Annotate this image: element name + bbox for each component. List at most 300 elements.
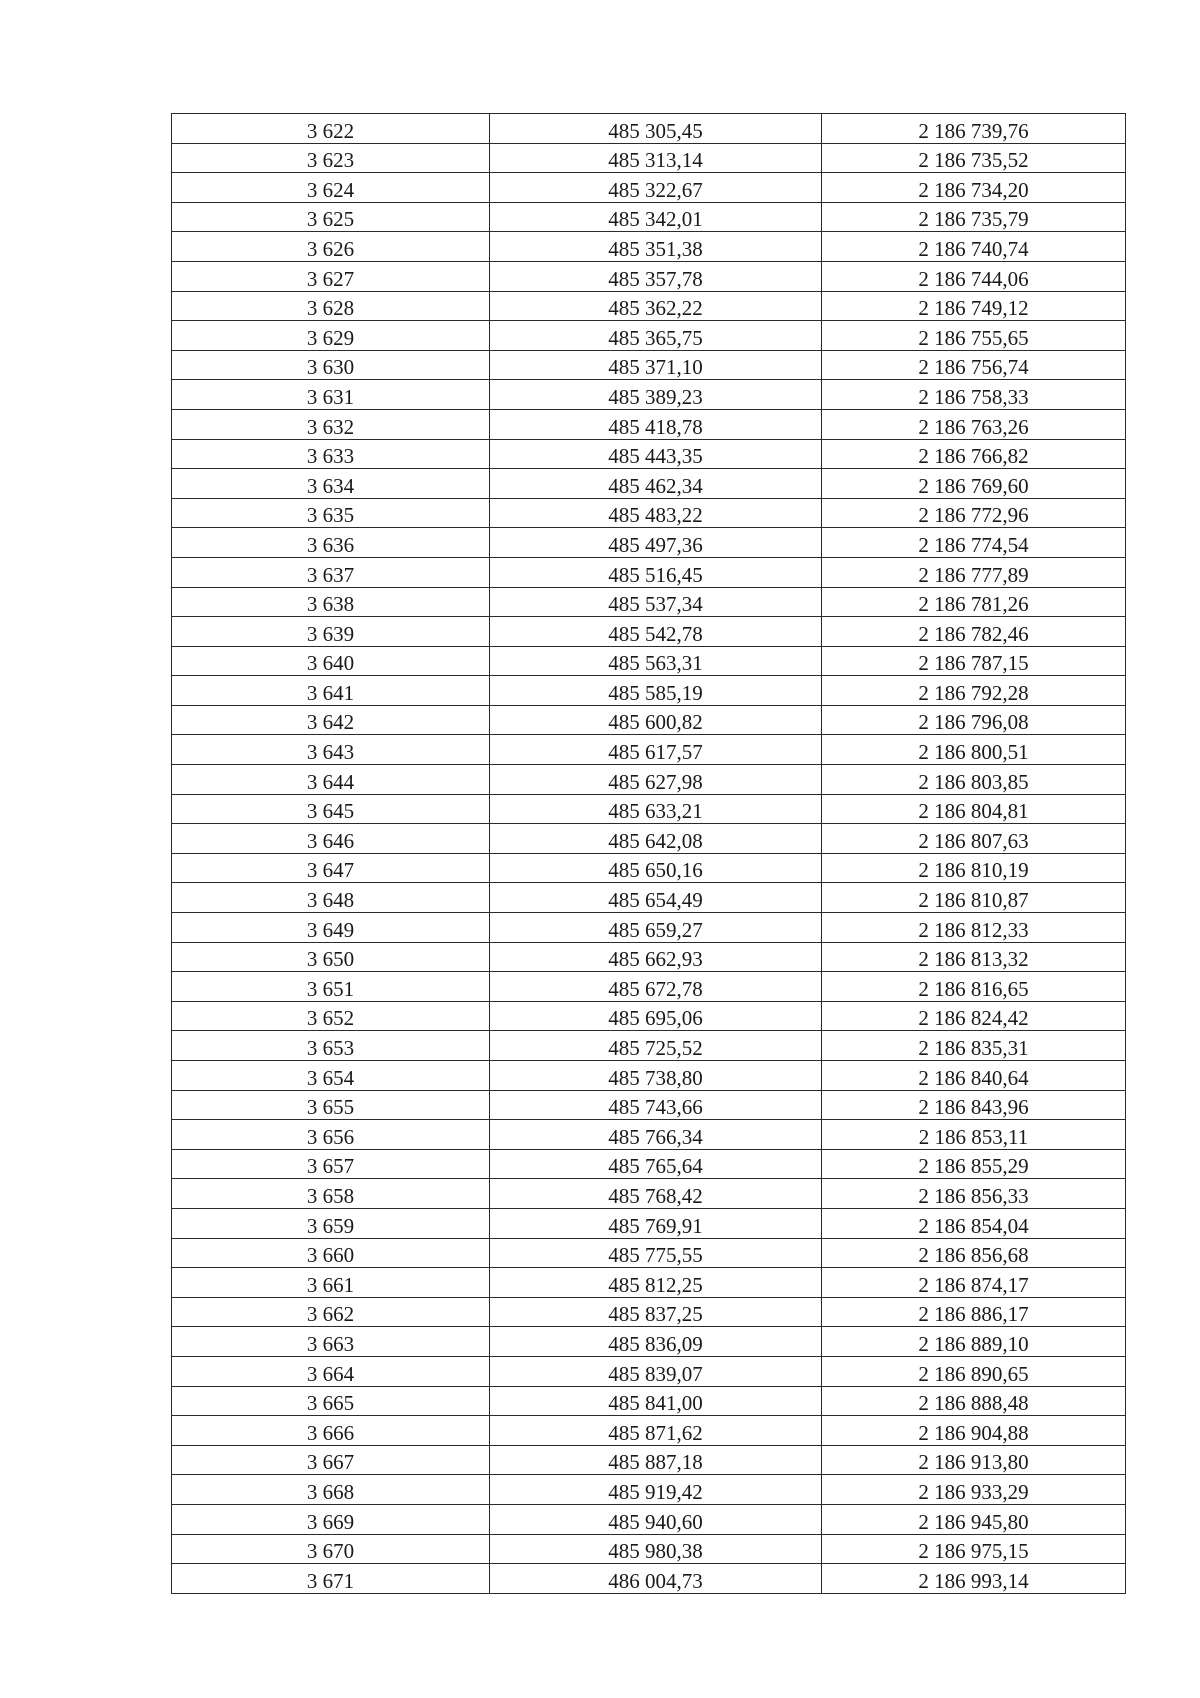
point-number-cell xyxy=(172,646,490,676)
table-row xyxy=(172,321,1126,351)
x-coordinate-cell xyxy=(490,1268,822,1298)
point-number-cell xyxy=(172,1179,490,1209)
x-coordinate-cell xyxy=(490,1356,822,1386)
y-coordinate-cell xyxy=(822,1504,1126,1534)
x-coordinate-cell xyxy=(490,1120,822,1150)
y-coordinate-cell xyxy=(822,1564,1126,1594)
cell-text: 2 186 766,82 xyxy=(918,444,1029,469)
cell-text: 2 186 874,17 xyxy=(918,1272,1029,1297)
table-row xyxy=(172,1445,1126,1475)
cell-text: 2 186 807,63 xyxy=(918,828,1029,853)
point-number-cell xyxy=(172,291,490,321)
x-coordinate-cell xyxy=(490,1238,822,1268)
table-row xyxy=(172,883,1126,913)
y-coordinate-cell xyxy=(822,380,1126,410)
table-row xyxy=(172,853,1126,883)
table-row xyxy=(172,380,1126,410)
point-number-cell xyxy=(172,1475,490,1505)
y-coordinate-cell xyxy=(822,143,1126,173)
cell-text: 3 656 xyxy=(306,1124,355,1149)
y-coordinate-cell xyxy=(822,765,1126,795)
cell-text: 485 768,42 xyxy=(608,1183,703,1208)
cell-text: 2 186 769,60 xyxy=(918,473,1029,498)
point-number-cell xyxy=(172,232,490,262)
y-coordinate-cell xyxy=(822,469,1126,499)
point-number-cell xyxy=(172,705,490,735)
cell-text: 3 627 xyxy=(306,266,355,291)
cell-text: 3 650 xyxy=(306,947,355,972)
point-number-cell xyxy=(172,1149,490,1179)
x-coordinate-cell xyxy=(490,291,822,321)
cell-text: 2 186 904,88 xyxy=(918,1420,1029,1445)
x-coordinate-cell xyxy=(490,143,822,173)
y-coordinate-cell xyxy=(822,794,1126,824)
cell-text: 485 351,38 xyxy=(608,236,703,261)
y-coordinate-cell xyxy=(822,1001,1126,1031)
cell-text: 2 186 740,74 xyxy=(918,236,1029,261)
x-coordinate-cell xyxy=(490,202,822,232)
table-row xyxy=(172,261,1126,291)
cell-text: 2 186 763,26 xyxy=(918,414,1029,439)
point-number-cell xyxy=(172,794,490,824)
table-row xyxy=(172,617,1126,647)
y-coordinate-cell xyxy=(822,1238,1126,1268)
cell-text: 3 654 xyxy=(306,1065,355,1090)
table-row xyxy=(172,1416,1126,1446)
cell-text: 485 765,64 xyxy=(608,1154,703,1179)
cell-text: 2 186 993,14 xyxy=(918,1568,1029,1593)
cell-text: 2 186 890,65 xyxy=(918,1361,1029,1386)
cell-text: 485 362,22 xyxy=(608,296,703,321)
y-coordinate-cell xyxy=(822,942,1126,972)
cell-text: 485 775,55 xyxy=(608,1243,703,1268)
cell-text: 3 651 xyxy=(306,976,355,1001)
cell-text: 485 662,93 xyxy=(608,947,703,972)
cell-text: 485 537,34 xyxy=(608,592,703,617)
cell-text: 2 186 812,33 xyxy=(918,917,1029,942)
cell-text: 3 636 xyxy=(306,532,355,557)
cell-text: 2 186 975,15 xyxy=(918,1539,1029,1564)
y-coordinate-cell xyxy=(822,1386,1126,1416)
cell-text: 485 837,25 xyxy=(608,1302,703,1327)
x-coordinate-cell xyxy=(490,705,822,735)
cell-text: 2 186 787,15 xyxy=(918,651,1029,676)
cell-text: 485 839,07 xyxy=(608,1361,703,1386)
y-coordinate-cell xyxy=(822,913,1126,943)
y-coordinate-cell xyxy=(822,646,1126,676)
cell-text: 3 648 xyxy=(306,888,355,913)
cell-text: 3 639 xyxy=(306,621,355,646)
y-coordinate-cell xyxy=(822,1327,1126,1357)
cell-text: 485 516,45 xyxy=(608,562,703,587)
x-coordinate-cell xyxy=(490,1445,822,1475)
table-row xyxy=(172,469,1126,499)
table-row xyxy=(172,1564,1126,1594)
cell-text: 3 663 xyxy=(306,1331,355,1356)
cell-text: 485 357,78 xyxy=(608,266,703,291)
cell-text: 3 635 xyxy=(306,503,355,528)
cell-text: 2 186 804,81 xyxy=(918,799,1029,824)
point-number-cell xyxy=(172,824,490,854)
point-number-cell xyxy=(172,1445,490,1475)
cell-text: 2 186 758,33 xyxy=(918,384,1029,409)
cell-text: 3 623 xyxy=(306,148,355,173)
cell-text: 3 645 xyxy=(306,799,355,824)
y-coordinate-cell xyxy=(822,409,1126,439)
x-coordinate-cell xyxy=(490,824,822,854)
table-row xyxy=(172,1356,1126,1386)
x-coordinate-cell xyxy=(490,1534,822,1564)
cell-text: 485 743,66 xyxy=(608,1095,703,1120)
cell-text: 2 186 800,51 xyxy=(918,740,1029,765)
point-number-cell xyxy=(172,853,490,883)
cell-text: 2 186 755,65 xyxy=(918,325,1029,350)
y-coordinate-cell xyxy=(822,1120,1126,1150)
cell-text: 3 658 xyxy=(306,1183,355,1208)
x-coordinate-cell xyxy=(490,1179,822,1209)
table-row xyxy=(172,705,1126,735)
cell-text: 485 483,22 xyxy=(608,503,703,528)
table-row xyxy=(172,972,1126,1002)
cell-text: 2 186 888,48 xyxy=(918,1391,1029,1416)
point-number-cell xyxy=(172,942,490,972)
table-row xyxy=(172,291,1126,321)
x-coordinate-cell xyxy=(490,1001,822,1031)
cell-text: 3 660 xyxy=(306,1243,355,1268)
cell-text: 485 497,36 xyxy=(608,532,703,557)
y-coordinate-cell xyxy=(822,617,1126,647)
cell-text: 3 642 xyxy=(306,710,355,735)
point-number-cell xyxy=(172,1504,490,1534)
point-number-cell xyxy=(172,883,490,913)
cell-text: 2 186 781,26 xyxy=(918,592,1029,617)
y-coordinate-cell xyxy=(822,1061,1126,1091)
table-row xyxy=(172,735,1126,765)
x-coordinate-cell xyxy=(490,380,822,410)
table-row xyxy=(172,676,1126,706)
cell-text: 3 647 xyxy=(306,858,355,883)
cell-text: 3 643 xyxy=(306,740,355,765)
cell-text: 485 836,09 xyxy=(608,1331,703,1356)
cell-text: 2 186 856,68 xyxy=(918,1243,1029,1268)
cell-text: 485 812,25 xyxy=(608,1272,703,1297)
cell-text: 2 186 772,96 xyxy=(918,503,1029,528)
x-coordinate-cell xyxy=(490,321,822,351)
table-row xyxy=(172,646,1126,676)
table-row xyxy=(172,1208,1126,1238)
table-row xyxy=(172,1534,1126,1564)
cell-text: 2 186 843,96 xyxy=(918,1095,1029,1120)
cell-text: 3 632 xyxy=(306,414,355,439)
y-coordinate-cell xyxy=(822,1297,1126,1327)
cell-text: 2 186 735,79 xyxy=(918,207,1029,232)
cell-text: 3 622 xyxy=(306,118,355,143)
cell-text: 2 186 734,20 xyxy=(918,177,1029,202)
table-row xyxy=(172,1238,1126,1268)
point-number-cell xyxy=(172,350,490,380)
point-number-cell xyxy=(172,1327,490,1357)
cell-text: 3 662 xyxy=(306,1302,355,1327)
y-coordinate-cell xyxy=(822,1445,1126,1475)
y-coordinate-cell xyxy=(822,202,1126,232)
table-row xyxy=(172,1268,1126,1298)
x-coordinate-cell xyxy=(490,617,822,647)
table-row xyxy=(172,1179,1126,1209)
cell-text: 3 665 xyxy=(306,1391,355,1416)
x-coordinate-cell xyxy=(490,1031,822,1061)
cell-text: 3 661 xyxy=(306,1272,355,1297)
table-row xyxy=(172,528,1126,558)
cell-text: 3 631 xyxy=(306,384,355,409)
point-number-cell xyxy=(172,1297,490,1327)
cell-text: 485 371,10 xyxy=(608,355,703,380)
cell-text: 3 666 xyxy=(306,1420,355,1445)
point-number-cell xyxy=(172,1031,490,1061)
cell-text: 485 313,14 xyxy=(608,148,703,173)
point-number-cell xyxy=(172,469,490,499)
y-coordinate-cell xyxy=(822,1031,1126,1061)
cell-text: 485 342,01 xyxy=(608,207,703,232)
cell-text: 485 389,23 xyxy=(608,384,703,409)
coordinates-table-body xyxy=(172,114,1126,1594)
cell-text: 3 625 xyxy=(306,207,355,232)
x-coordinate-cell xyxy=(490,557,822,587)
cell-text: 2 186 835,31 xyxy=(918,1036,1029,1060)
cell-text: 2 186 735,52 xyxy=(918,148,1029,173)
cell-text: 485 887,18 xyxy=(608,1450,703,1475)
point-number-cell xyxy=(172,1120,490,1150)
cell-text: 2 186 813,32 xyxy=(918,947,1029,972)
table-row xyxy=(172,1061,1126,1091)
cell-text: 2 186 810,87 xyxy=(918,888,1029,913)
x-coordinate-cell xyxy=(490,1475,822,1505)
x-coordinate-cell xyxy=(490,794,822,824)
cell-text: 485 322,67 xyxy=(608,177,703,202)
cell-text: 3 669 xyxy=(306,1509,355,1534)
cell-text: 2 186 913,80 xyxy=(918,1450,1029,1475)
point-number-cell xyxy=(172,114,490,144)
y-coordinate-cell xyxy=(822,1356,1126,1386)
y-coordinate-cell xyxy=(822,261,1126,291)
x-coordinate-cell xyxy=(490,676,822,706)
cell-text: 2 186 796,08 xyxy=(918,710,1029,735)
table-row xyxy=(172,143,1126,173)
table-row xyxy=(172,409,1126,439)
cell-text: 485 725,52 xyxy=(608,1036,703,1060)
cell-text: 2 186 756,74 xyxy=(918,355,1029,380)
y-coordinate-cell xyxy=(822,676,1126,706)
cell-text: 3 671 xyxy=(306,1568,355,1593)
cell-text: 485 769,91 xyxy=(608,1213,703,1238)
cell-text: 485 305,45 xyxy=(608,118,703,143)
cell-text: 2 186 824,42 xyxy=(918,1006,1029,1031)
y-coordinate-cell xyxy=(822,1179,1126,1209)
table-row xyxy=(172,173,1126,203)
point-number-cell xyxy=(172,143,490,173)
table-row xyxy=(172,202,1126,232)
cell-text: 3 626 xyxy=(306,236,355,261)
cell-text: 3 659 xyxy=(306,1213,355,1238)
cell-text: 3 630 xyxy=(306,355,355,380)
table-row xyxy=(172,232,1126,262)
x-coordinate-cell xyxy=(490,528,822,558)
table-row xyxy=(172,794,1126,824)
cell-text: 485 871,62 xyxy=(608,1420,703,1445)
cell-text: 3 633 xyxy=(306,444,355,469)
point-number-cell xyxy=(172,587,490,617)
x-coordinate-cell xyxy=(490,587,822,617)
x-coordinate-cell xyxy=(490,853,822,883)
cell-text: 3 646 xyxy=(306,828,355,853)
x-coordinate-cell xyxy=(490,1208,822,1238)
cell-text: 485 542,78 xyxy=(608,621,703,646)
table-row xyxy=(172,498,1126,528)
x-coordinate-cell xyxy=(490,913,822,943)
point-number-cell xyxy=(172,498,490,528)
x-coordinate-cell xyxy=(490,498,822,528)
point-number-cell xyxy=(172,1564,490,1594)
point-number-cell xyxy=(172,765,490,795)
cell-text: 485 650,16 xyxy=(608,858,703,883)
cell-text: 2 186 855,29 xyxy=(918,1154,1029,1179)
cell-text: 2 186 810,19 xyxy=(918,858,1029,883)
point-number-cell xyxy=(172,409,490,439)
y-coordinate-cell xyxy=(822,853,1126,883)
point-number-cell xyxy=(172,1416,490,1446)
x-coordinate-cell xyxy=(490,114,822,144)
table-row xyxy=(172,942,1126,972)
cell-text: 2 186 774,54 xyxy=(918,532,1029,557)
point-number-cell xyxy=(172,261,490,291)
cell-text: 2 186 792,28 xyxy=(918,680,1029,705)
point-number-cell xyxy=(172,321,490,351)
x-coordinate-cell xyxy=(490,1504,822,1534)
cell-text: 3 634 xyxy=(306,473,355,498)
cell-text: 485 365,75 xyxy=(608,325,703,350)
cell-text: 485 841,00 xyxy=(608,1391,703,1416)
table-row xyxy=(172,1327,1126,1357)
table-row xyxy=(172,1504,1126,1534)
point-number-cell xyxy=(172,1534,490,1564)
cell-text: 485 980,38 xyxy=(608,1539,703,1564)
point-number-cell xyxy=(172,1090,490,1120)
cell-text: 3 637 xyxy=(306,562,355,587)
x-coordinate-cell xyxy=(490,765,822,795)
cell-text: 485 766,34 xyxy=(608,1124,703,1149)
cell-text: 2 186 945,80 xyxy=(918,1509,1029,1534)
cell-text: 485 462,34 xyxy=(608,473,703,498)
x-coordinate-cell xyxy=(490,1386,822,1416)
point-number-cell xyxy=(172,1061,490,1091)
point-number-cell xyxy=(172,735,490,765)
table-row xyxy=(172,765,1126,795)
point-number-cell xyxy=(172,1208,490,1238)
cell-text: 3 644 xyxy=(306,769,355,794)
table-row xyxy=(172,1120,1126,1150)
y-coordinate-cell xyxy=(822,1090,1126,1120)
coordinates-table xyxy=(171,113,1126,1594)
point-number-cell xyxy=(172,1268,490,1298)
cell-text: 485 600,82 xyxy=(608,710,703,735)
x-coordinate-cell xyxy=(490,1297,822,1327)
cell-text: 2 186 782,46 xyxy=(918,621,1029,646)
cell-text: 2 186 856,33 xyxy=(918,1183,1029,1208)
cell-text: 2 186 853,11 xyxy=(918,1124,1029,1149)
y-coordinate-cell xyxy=(822,232,1126,262)
point-number-cell xyxy=(172,617,490,647)
point-number-cell xyxy=(172,1001,490,1031)
table-row xyxy=(172,1475,1126,1505)
cell-text: 485 418,78 xyxy=(608,414,703,439)
x-coordinate-cell xyxy=(490,1416,822,1446)
x-coordinate-cell xyxy=(490,469,822,499)
y-coordinate-cell xyxy=(822,972,1126,1002)
y-coordinate-cell xyxy=(822,587,1126,617)
point-number-cell xyxy=(172,380,490,410)
cell-text: 2 186 744,06 xyxy=(918,266,1029,291)
cell-text: 2 186 816,65 xyxy=(918,976,1029,1001)
cell-text: 3 624 xyxy=(306,177,355,202)
table-row xyxy=(172,913,1126,943)
x-coordinate-cell xyxy=(490,972,822,1002)
y-coordinate-cell xyxy=(822,1268,1126,1298)
cell-text: 485 617,57 xyxy=(608,740,703,765)
y-coordinate-cell xyxy=(822,439,1126,469)
x-coordinate-cell xyxy=(490,350,822,380)
cell-text: 2 186 854,04 xyxy=(918,1213,1029,1238)
y-coordinate-cell xyxy=(822,173,1126,203)
y-coordinate-cell xyxy=(822,1534,1126,1564)
cell-text: 485 659,27 xyxy=(608,917,703,942)
cell-text: 485 919,42 xyxy=(608,1479,703,1504)
point-number-cell xyxy=(172,173,490,203)
point-number-cell xyxy=(172,528,490,558)
point-number-cell xyxy=(172,557,490,587)
y-coordinate-cell xyxy=(822,1416,1126,1446)
y-coordinate-cell xyxy=(822,498,1126,528)
y-coordinate-cell xyxy=(822,735,1126,765)
cell-text: 3 638 xyxy=(306,592,355,617)
cell-text: 3 667 xyxy=(306,1450,355,1475)
point-number-cell xyxy=(172,1386,490,1416)
cell-text: 3 640 xyxy=(306,651,355,676)
y-coordinate-cell xyxy=(822,291,1126,321)
table-row xyxy=(172,114,1126,144)
cell-text: 3 628 xyxy=(306,296,355,321)
cell-text: 485 443,35 xyxy=(608,444,703,469)
y-coordinate-cell xyxy=(822,114,1126,144)
x-coordinate-cell xyxy=(490,735,822,765)
y-coordinate-cell xyxy=(822,1475,1126,1505)
cell-text: 3 653 xyxy=(306,1036,355,1060)
table-row xyxy=(172,587,1126,617)
table-row xyxy=(172,350,1126,380)
cell-text: 485 585,19 xyxy=(608,680,703,705)
cell-text: 485 627,98 xyxy=(608,769,703,794)
y-coordinate-cell xyxy=(822,321,1126,351)
cell-text: 485 642,08 xyxy=(608,828,703,853)
x-coordinate-cell xyxy=(490,232,822,262)
cell-text: 3 657 xyxy=(306,1154,355,1179)
cell-text: 2 186 933,29 xyxy=(918,1479,1029,1504)
point-number-cell xyxy=(172,1356,490,1386)
y-coordinate-cell xyxy=(822,705,1126,735)
point-number-cell xyxy=(172,913,490,943)
cell-text: 2 186 886,17 xyxy=(918,1302,1029,1327)
cell-text: 485 654,49 xyxy=(608,888,703,913)
cell-text: 485 940,60 xyxy=(608,1509,703,1534)
table-row xyxy=(172,1297,1126,1327)
